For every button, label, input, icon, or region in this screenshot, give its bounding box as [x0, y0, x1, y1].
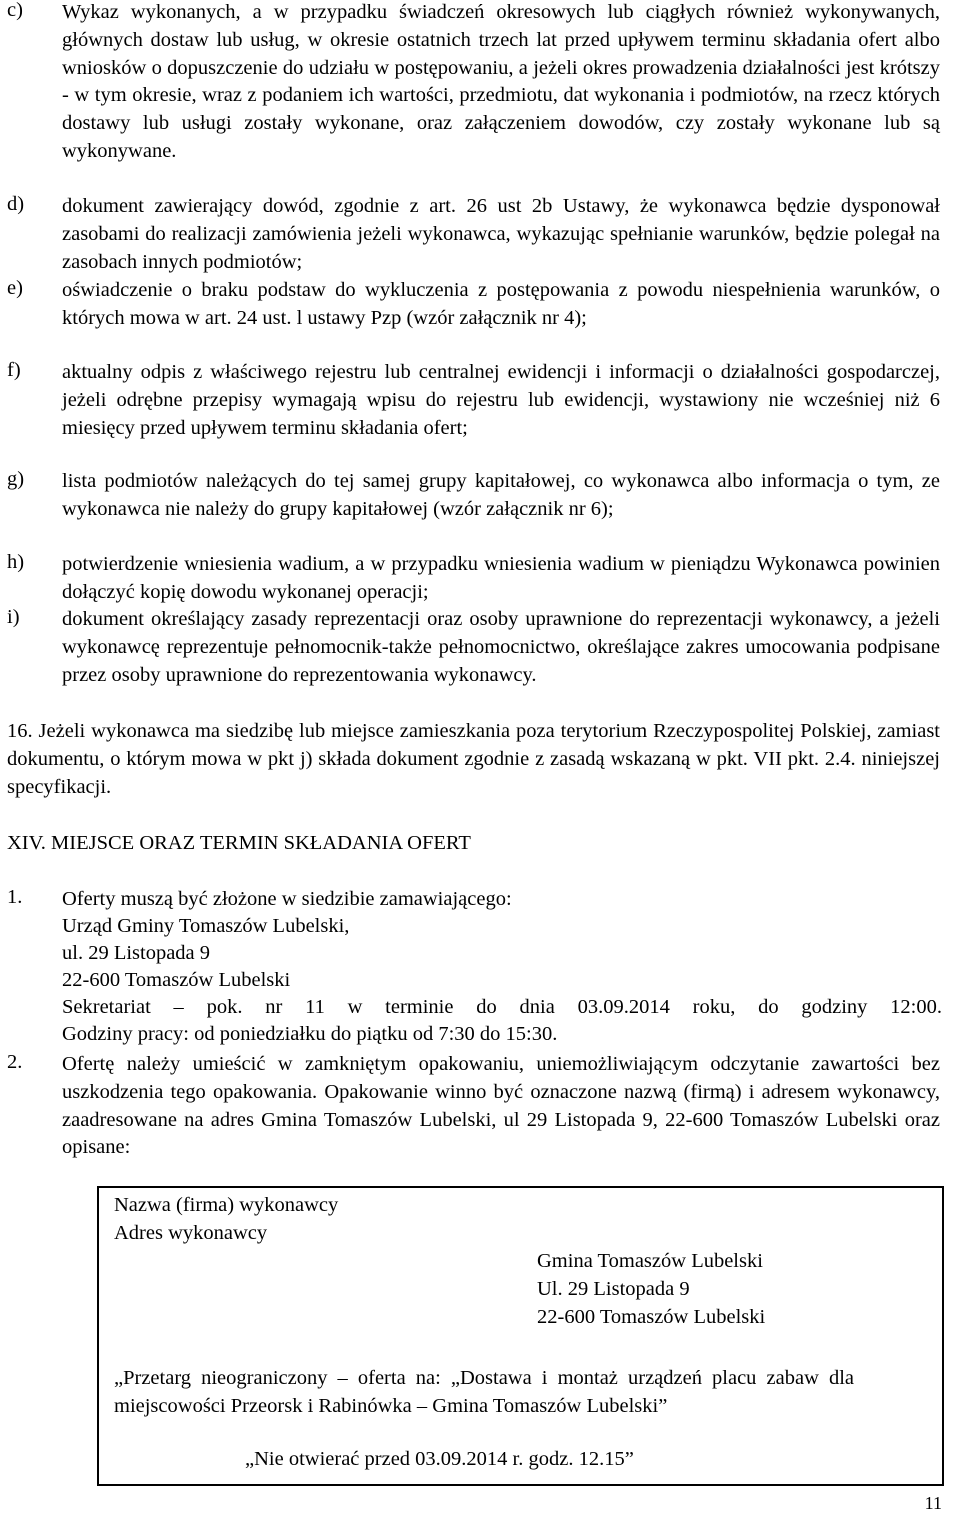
item-text: aktualny odpis z właściwego rejestru lub centralnej ewidencji i informacji o działalności gospodarczej, jeżeli odrębne przepisy wymagają wpisu do rejestru lub ewidencji, wystawiony nie wcześniej niż 6 miesięcy przed upływem terminu składania ofert;	[62, 361, 940, 439]
recipient-city: 22-600 Tomaszów Lubelski	[537, 1306, 766, 1328]
working-hours-line: Godziny pracy: od poniedziałku do piątku od 7:30 do 15:30.	[62, 1023, 558, 1045]
tender-description: „Przetarg nieograniczony – oferta na: „Dostawa i montaż urządzeń placu zabaw dla miejscowości Przeorsk i Rabinówka – Gmina Tomaszów Lubelski”	[114, 1367, 854, 1417]
section-2	[7, 1051, 940, 1162]
envelope-label-box	[97, 1186, 944, 1486]
item-text: dokument określający zasady reprezentacji oraz osoby uprawnione do reprezentacji wykonawcy, a jeżeli wykonawcę reprezentuje pełnomocnik-także pełnomocnictwo, określające zakres umocowania podpisane przez osoby uprawnione do reprezentowania wykonawcy.	[62, 608, 940, 686]
list-item-d	[7, 193, 940, 276]
list-item-h	[7, 551, 940, 607]
recipient-name: Gmina Tomaszów Lubelski	[537, 1250, 763, 1272]
list-item-e	[7, 277, 940, 333]
item-label: i)	[7, 606, 20, 628]
item-label: c)	[7, 0, 23, 21]
item-label: f)	[7, 359, 21, 381]
contractor-address-line: Adres wykonawcy	[114, 1222, 268, 1244]
list-item-g	[7, 468, 940, 524]
item-label: d)	[7, 193, 25, 215]
item-label: g)	[7, 468, 25, 490]
page-number: 11	[924, 1493, 942, 1513]
item-text: Wykaz wykonanych, a w przypadku świadczeń okresowych lub ciągłych również wykonywanych, głównych dostaw lub usług, w okresie ostatnich trzech lat przed upływem terminu składania ofert albo wniosków o dopuszczenie do udziału w postępowaniu, a jeżeli okres prowadzenia działalności jest krótszy - w tym okresie, wraz z podaniem ich wartości, przedmiotu, dat wykonania i podmiotów, na rzecz których dostawy lub usługi zostały wykonane, oraz załączeniem dowodów, czy zostały wykonane lub są wykonywane.	[62, 1, 940, 162]
item-text: oświadczenie o braku podstaw do wykluczenia z postępowania z powodu niespełnienia warunków, o których mowa w art. 24 ust. l ustawy Pzp (wzór załącznik nr 4);	[62, 279, 940, 329]
do-not-open-notice: „Nie otwierać przed 03.09.2014 r. godz. 12.15”	[245, 1448, 634, 1470]
section-1-lines	[62, 886, 942, 1048]
section-heading: XIV. MIEJSCE ORAZ TERMIN SKŁADANIA OFERT	[7, 832, 471, 854]
recipient-street: Ul. 29 Listopada 9	[537, 1278, 690, 1300]
contractor-name-line: Nazwa (firma) wykonawcy	[114, 1194, 339, 1216]
street-line: ul. 29 Listopada 9	[62, 942, 211, 964]
item-text: lista podmiotów należących do tej samej grupy kapitałowej, co wykonawca albo informacja o tym, ze wykonawca nie należy do grupy kapitałowej (wzór załącznik nr 6);	[62, 470, 940, 520]
office-name-line: Urząd Gminy Tomaszów Lubelski,	[62, 915, 350, 937]
item-text: dokument zawierający dowód, zgodnie z art. 26 ust 2b Ustawy, że wykonawca będzie dysponował zasobami do realizacji zamówienia jeżeli wykonawca, wykazując spełnianie warunków, będzie polegał na zasobach innych podmiotów;	[62, 195, 940, 273]
item-text: potwierdzenie wniesienia wadium, a w przypadku wniesienia wadium w pieniądzu Wykonawca powinien dołączyć kopię dowodu wykonanej operacji;	[62, 553, 940, 603]
deadline-line: Sekretariat – pok. nr 11 w terminie do dnia 03.09.2014 roku, do godziny 12:00.	[62, 996, 942, 1018]
list-item-f	[7, 359, 940, 442]
section-2-text: Ofertę należy umieścić w zamkniętym opakowaniu, uniemożliwiającym odczytanie zawartości bez uszkodzenia tego opakowania. Opakowanie winno być oznaczone nazwą (firmą) i adresem wykonawcy, zaadresowane na adres Gmina Tomaszów Lubelski, ul 29 Listopada 9, 22-600 Tomaszów Lubelski oraz opisane:	[62, 1053, 940, 1159]
paragraph-16: 16. Jeżeli wykonawca ma siedzibę lub miejsce zamieszkania poza terytorium Rzeczypospolitej Polskiej, zamiast dokumentu, o którym mowa w pkt j) składa dokument zgodnie z zasadą wskazaną w pkt. VII pkt. 2.4. niniejszej specyfikacji.	[7, 720, 940, 798]
offer-location-line: Oferty muszą być złożone w siedzibie zamawiającego:	[62, 888, 512, 910]
section-2-label: 2.	[7, 1051, 23, 1073]
section-1-label: 1.	[7, 886, 23, 908]
list-item-i	[7, 606, 940, 689]
item-label: h)	[7, 551, 25, 573]
list-item-c	[7, 0, 940, 166]
city-line: 22-600 Tomaszów Lubelski	[62, 969, 291, 991]
item-label: e)	[7, 277, 23, 299]
